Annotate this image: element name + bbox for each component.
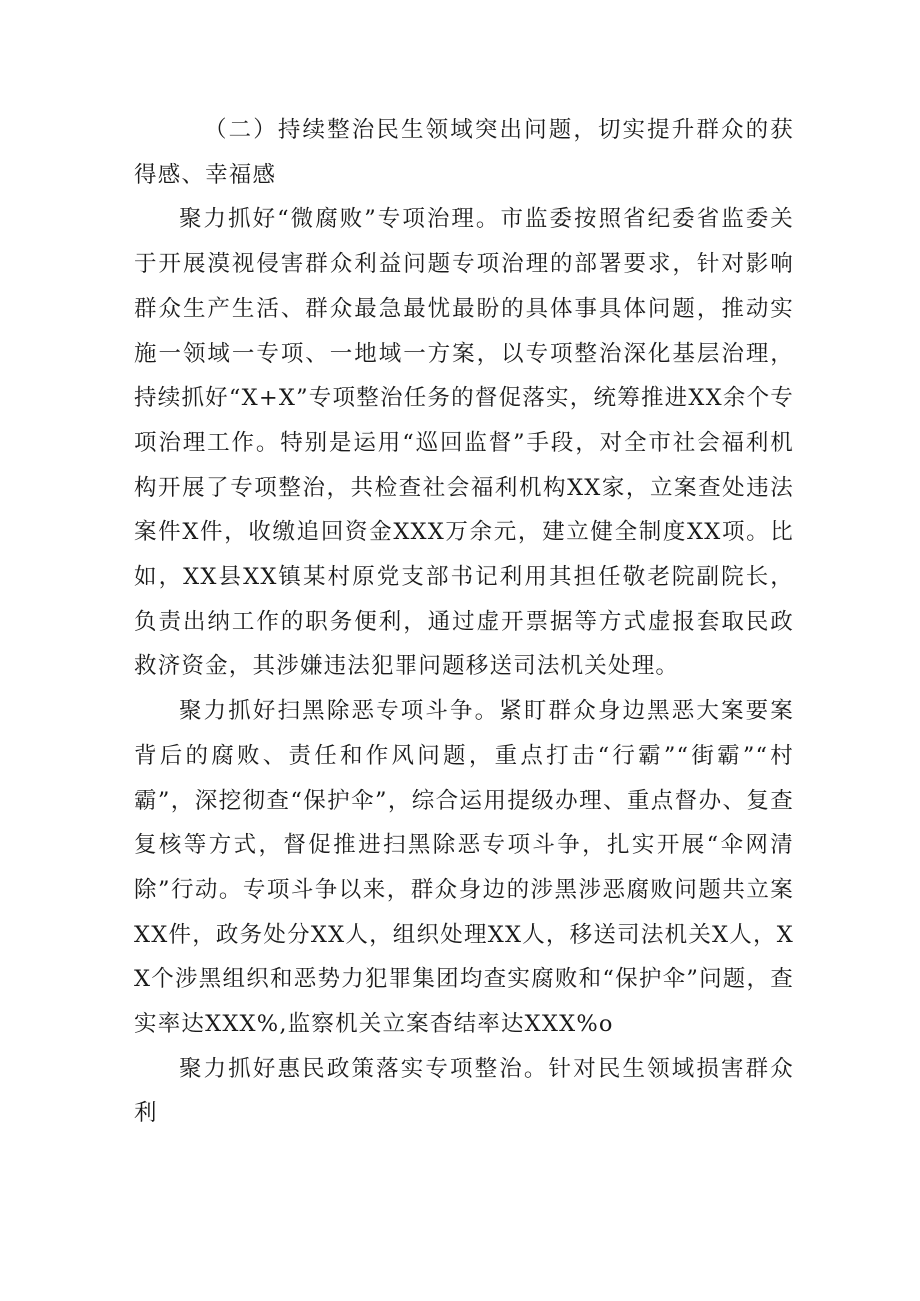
section-heading: （二）持续整治民生领域突出问题，切实提升群众的获得感、幸福感 — [134, 117, 794, 188]
paragraph-policy-implementation: 聚力抓好惠民政策落实专项整治。针对民生领域损害群众利 — [134, 1055, 794, 1127]
document-body — [134, 108, 794, 1136]
paragraph-micro-corruption: 聚力抓好“微腐败”专项治理。市监委按照省纪委省监委关于开展漠视侵害群众利益问题专项治理的部署要求，针对影响群众生产生活、群众最急最忧最盼的具体事具体问题，推动实施一领域一专项、一地域一方案，以专项整治深化基层治理，持续抓好“X+X”专项整治任务的督促落实，统筹推进XX余个专项治理工作。特别是运用“巡回监督”手段，对全市社会福利机构开展了专项整治，共检查社会福利机构XX家，立案查处违法案件X件，收缴追回资金XXX万余元，建立健全制度XX项。比如，XX县XX镇某村原党支部书记利用其担任敬老院副院长，负责出纳工作的职务便利，通过虚开票据等方式虚报套取民政救济资金，其涉嫌违法犯罪问题移送司法机关处理。 — [134, 206, 794, 680]
paragraph-anti-gang: 聚力抓好扫黑除恶专项斗争。紧盯群众身边黑恶大案要案背后的腐败、责任和作风问题，重点打击“行霸”“街霸”“村霸”，深挖彻查“保护伞”，综合运用提级办理、重点督办、复查复核等方式，督促推进扫黑除恶专项斗争，扎实开展“伞网清除”行动。专项斗争以来，群众身边的涉黑涉恶腐败问题共立案XX件，政务处分XX人，组织处理XX人，移送司法机关X人，XX个涉黑组织和恶势力犯罪集团均查实腐败和“保护伞”问题，查实率达XXX%,监察机关立案杳结率达XXX%o — [134, 698, 794, 1038]
